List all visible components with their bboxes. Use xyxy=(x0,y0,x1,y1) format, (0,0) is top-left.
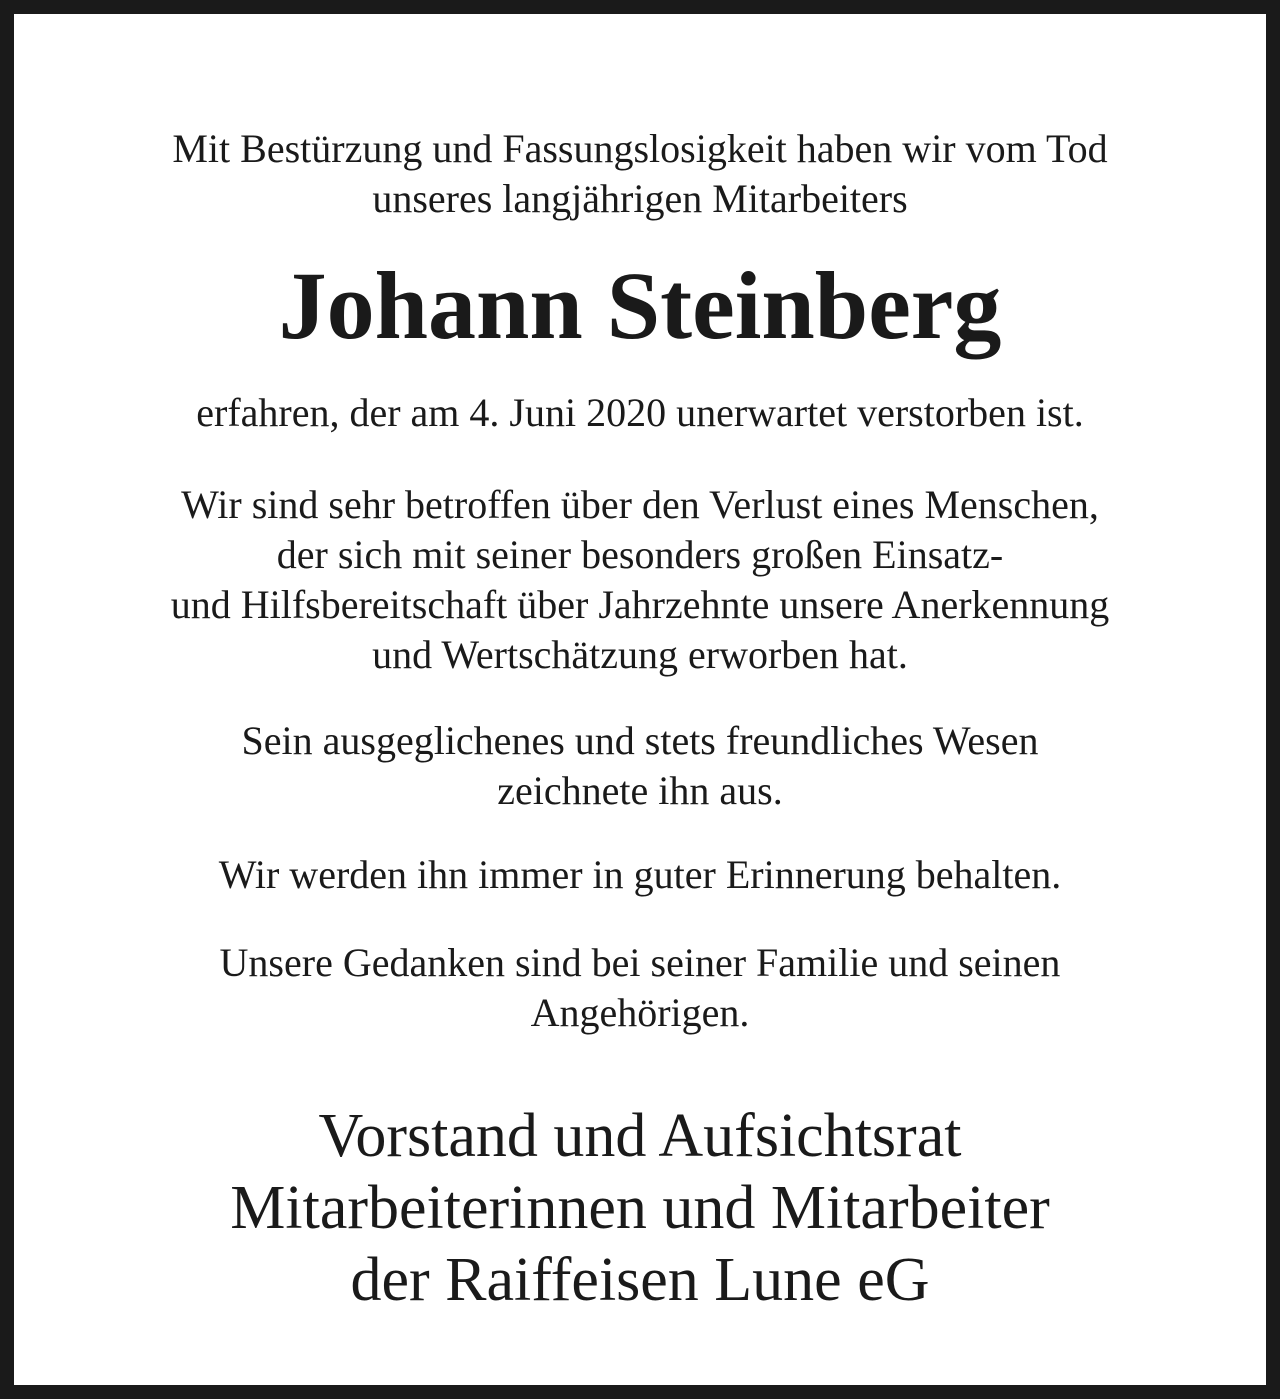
intro-text xyxy=(54,124,1226,224)
paragraph-remembrance xyxy=(54,850,1226,900)
paragraph-line: Unsere Gedanken sind bei seiner Familie und seinen xyxy=(219,940,1061,985)
paragraph-character xyxy=(54,716,1226,816)
paragraph-line: und Hilfsbereitschaft über Jahrzehnte unsere Anerkennung xyxy=(170,582,1110,627)
paragraph-line: zeichnete ihn aus. xyxy=(497,768,783,813)
paragraph-line: Wir sind sehr betroffen über den Verlust eines Menschen, xyxy=(181,482,1099,527)
paragraph-line: Wir werden ihn immer in guter Erinnerung behalten. xyxy=(218,852,1062,897)
signature-line: Vorstand und Aufsichtsrat xyxy=(318,1102,962,1170)
paragraph-appreciation xyxy=(54,480,1226,680)
paragraph-condolence xyxy=(54,938,1226,1038)
paragraph-line: Sein ausgeglichenes und stets freundliches Wesen xyxy=(241,718,1039,763)
signature-block xyxy=(54,1100,1226,1316)
signature-line: der Raiffeisen Lune eG xyxy=(350,1246,930,1314)
paragraph-line: Angehörigen. xyxy=(530,990,750,1035)
paragraph-line: der sich mit seiner besonders großen Einsatz- xyxy=(276,532,1004,577)
deceased-name: Johann Steinberg xyxy=(278,252,1002,359)
death-date-text xyxy=(54,388,1226,438)
paragraph-line: und Wertschätzung erworben hat. xyxy=(372,632,908,677)
intro-line: unseres langjährigen Mitarbeiters xyxy=(372,176,908,221)
date-line: erfahren, der am 4. Juni 2020 unerwartet verstorben ist. xyxy=(196,390,1084,435)
signature-line: Mitarbeiterinnen und Mitarbeiter xyxy=(230,1174,1050,1242)
intro-line: Mit Bestürzung und Fassungslosigkeit haben wir vom Tod xyxy=(172,126,1108,171)
